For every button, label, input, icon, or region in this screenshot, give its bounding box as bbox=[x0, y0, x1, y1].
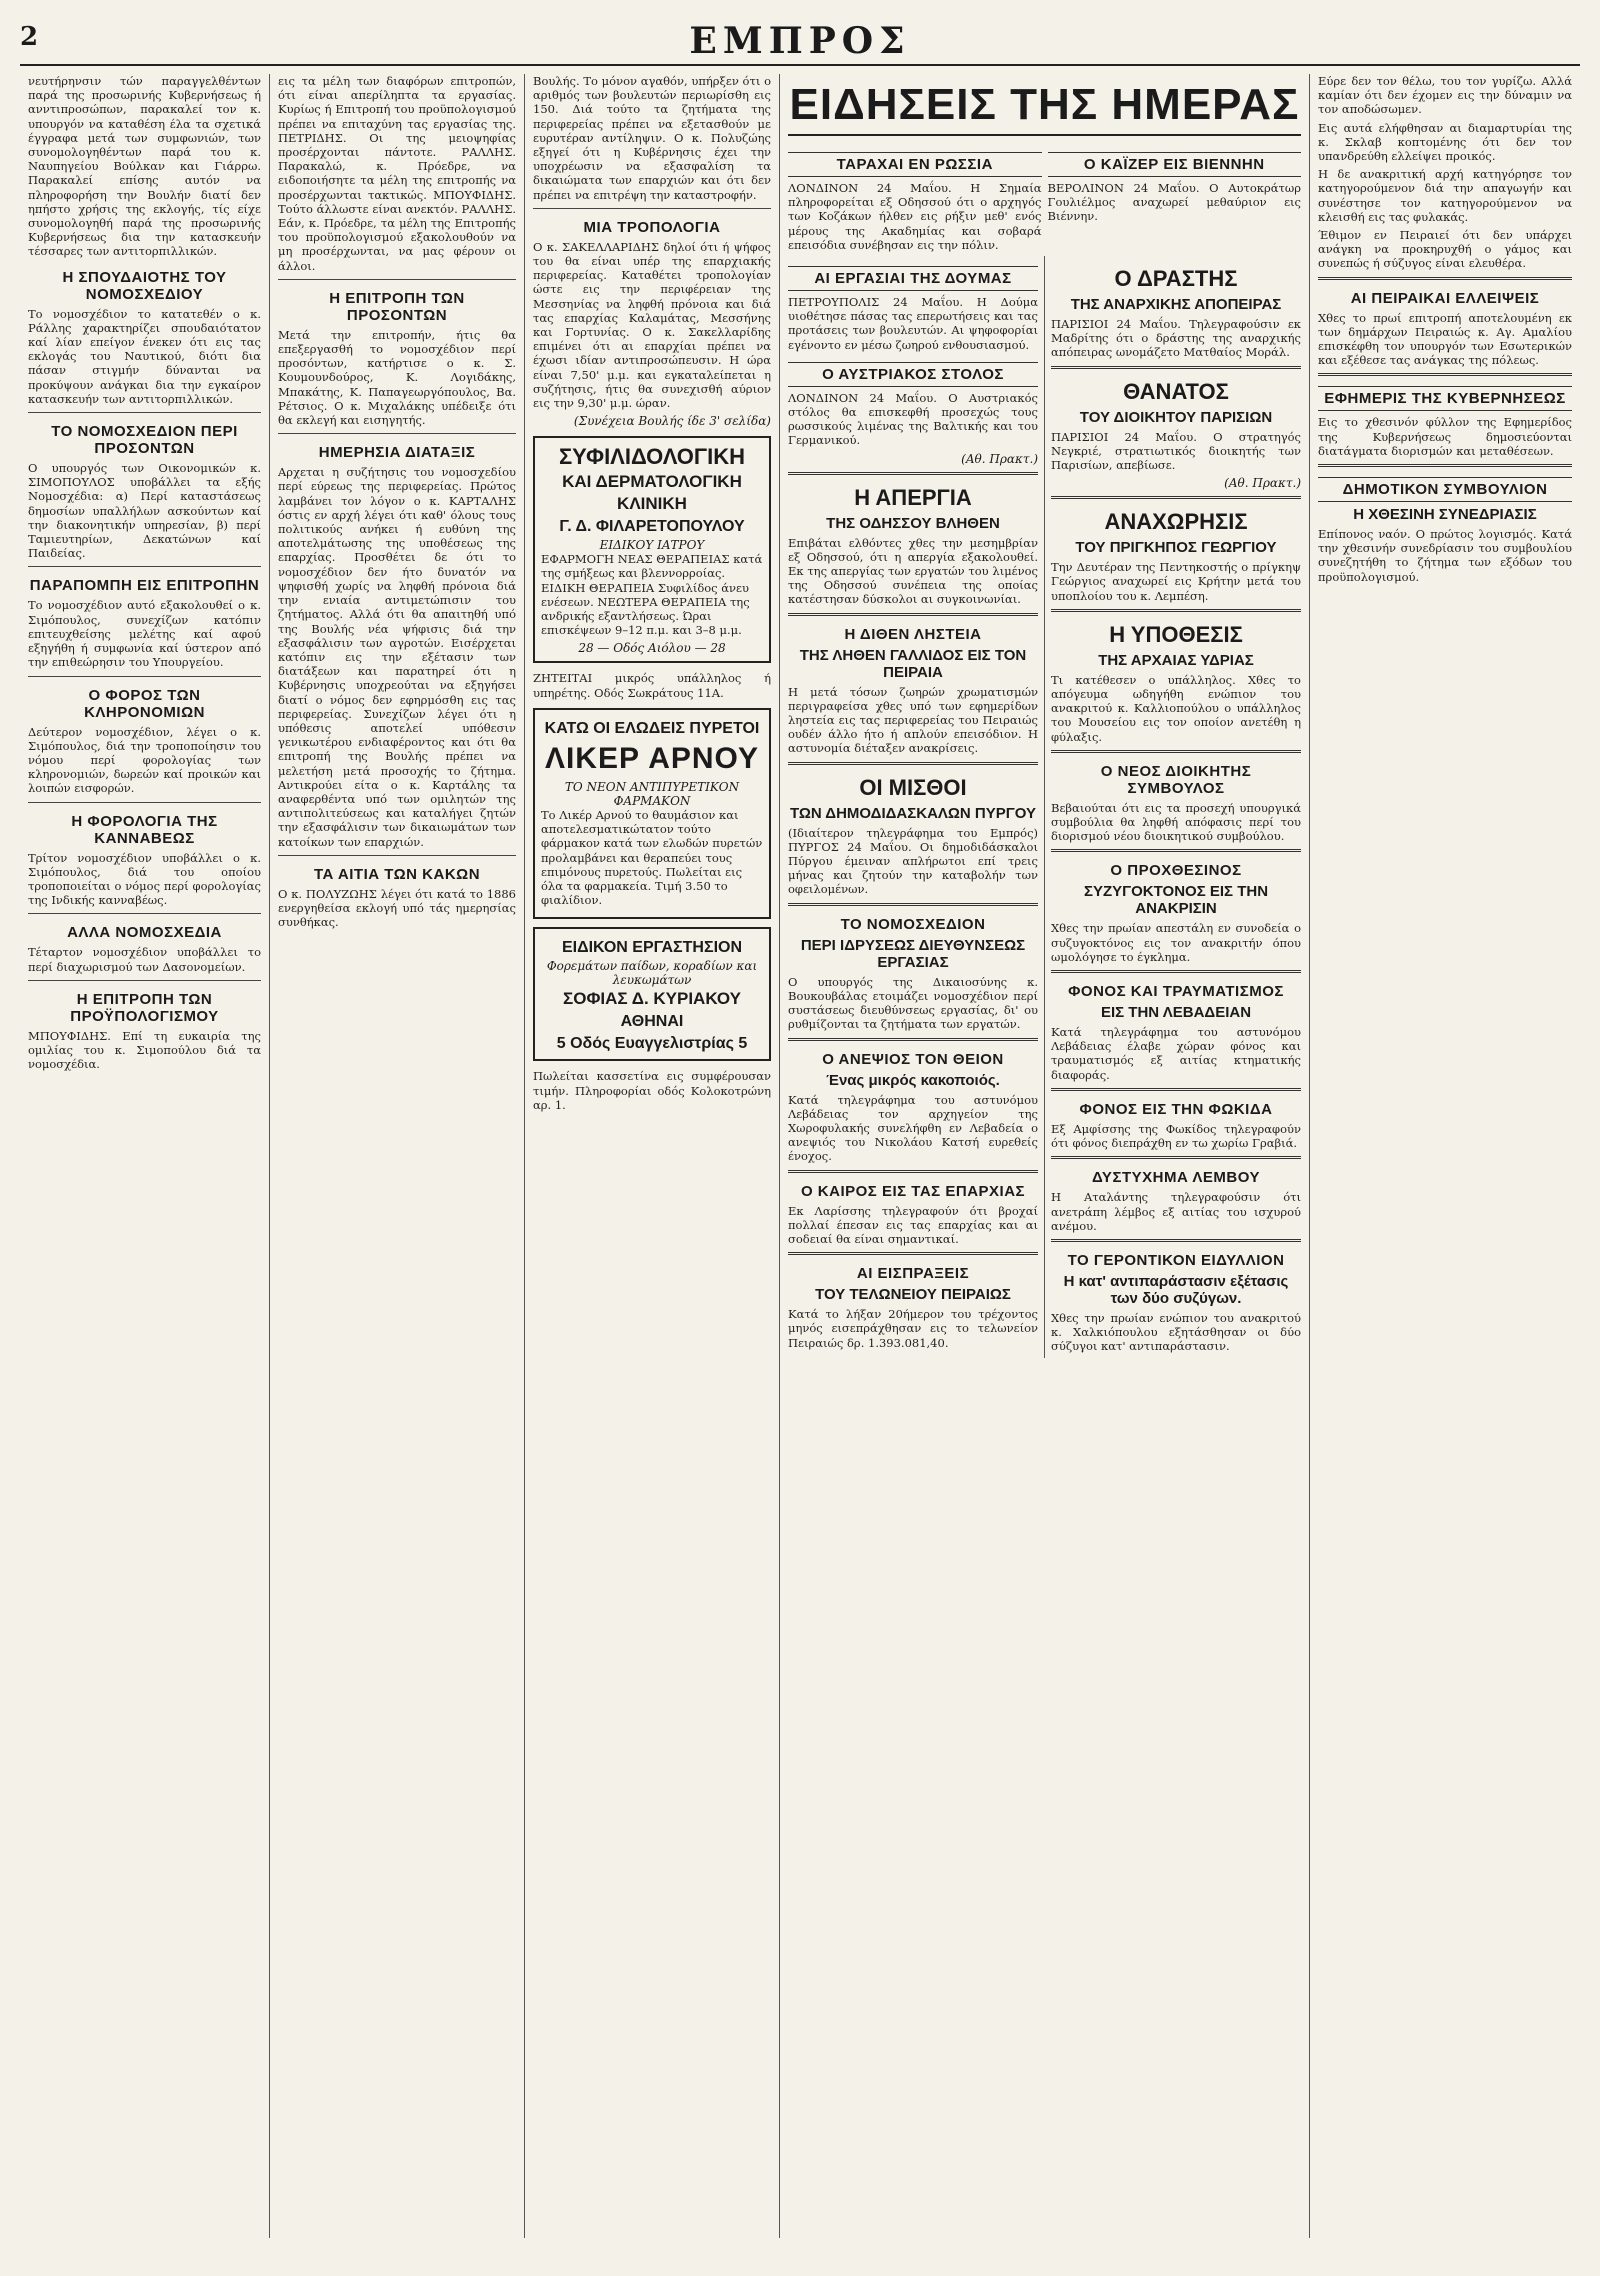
continuation-note: (Συνέχεια Βουλής ίδε 3' σελίδα) bbox=[573, 414, 771, 429]
divider bbox=[28, 412, 261, 413]
divider bbox=[788, 613, 1038, 616]
ad-subtitle: ΚΑΙ ΔΕΡΜΑΤΟΛΟΓΙΚΗ bbox=[562, 472, 742, 492]
headline: Ο ΔΡΑΣΤΗΣ bbox=[1114, 266, 1238, 292]
headline: Η ΕΠΙΤΡΟΠΗ ΤΩΝ ΠΡΟΣΟΝΤΩΝ bbox=[329, 289, 465, 324]
ad-title: ΣΥΦΙΛΙΔΟΛΟΓΙΚΗ bbox=[558, 444, 746, 470]
ad-role: ΕΙΔΙΚΟΥ ΙΑΤΡΟΥ bbox=[599, 538, 705, 553]
divider bbox=[278, 279, 516, 280]
headline: Ο ΚΑΪΖΕΡ ΕΙΣ ΒΙΕΝΝΗΝ bbox=[1048, 152, 1302, 177]
headline: Ο ΝΕΟΣ ΔΙΟΙΚΗΤΗΣ ΣΥΜΒΟΥΛΟΣ bbox=[1100, 762, 1252, 797]
newspaper-page bbox=[20, 18, 1580, 2238]
divider bbox=[1051, 366, 1301, 369]
headline: Ο ΑΥΣΤΡΙΑΚΟΣ ΣΤΟΛΟΣ bbox=[788, 362, 1038, 387]
article-text: Χθες το πρωί επιτροπή αποτελουμένη εκ των δημάρχων Πειραιώς κ. Αγ. Αμαλίου επισκέφθη τον υπουργόν των Εσωτερικών και εξέθεσε τας ανάγκας της πόλεως. bbox=[1318, 310, 1572, 368]
divider bbox=[1051, 609, 1301, 612]
article-text: εις τα μέλη των διαφόρων επιτροπών, ότι είναι απερίληπτα τα εργασίας. Κυρίως ή Επιτροπή του προϋπολογισμού πρέπει να επιταχύνη τας εργασίας της. ΠΕΤΡΙΔΗΣ. Οι της μειοψηφίας προσέρχονται πάντοτε. ΡΑΛΛΗΣ. Παρακαλώ, κ. Πρόεδρε, να ειδοποιήσητε τα μέλη της επιτροπής να προσέρχωνται τακτικώς. ΜΠΟΥΦΙΔΗΣ. Τούτο άλλωστε είναι ανεκτόν. ΡΑΛΛΗΣ. Εάν, κ. Πρόεδρε, τα μέλη της Επιτροπής του προϋπολογισμού εξακολουθούν να μη προσέρχωνται, να μας φέρουν οι άλλοι. bbox=[278, 74, 516, 273]
article-text: Τέταρτον νομοσχέδιον υποβάλλει το περί διαχωρισμού των Δασονομείων. bbox=[28, 945, 261, 974]
article-text: Το νομοσχέδιον αυτό εξακολουθεί ο κ. Σιμόπουλος, συνεχίζων κατόπιν επιτευχθείσης μελέτης καί αφού εξηγήθη ή συμφωνία καί ύστερον από την επιθεώρησιν του Υπουργείου. bbox=[28, 598, 261, 670]
ad-line: Φορεμάτων παίδων, κοραδίων και λευκωμάτων bbox=[546, 959, 758, 988]
subheadline: ΤΟΥ ΔΙΟΙΚΗΤΟΥ ΠΑΡΙΣΙΩΝ bbox=[1079, 408, 1273, 426]
classified-ad: Πωλείται κασσετίνα εις συμφέρουσαν τιμήν. Πληροφορίαι οδός Κολοκοτρώνη αρ. 1. bbox=[533, 1069, 771, 1112]
headline: Ο ΦΟΡΟΣ ΤΩΝ ΚΛΗΡΟΝΟΜΙΩΝ bbox=[84, 686, 205, 721]
headline: ΗΜΕΡΗΣΙΑ ΔΙΑΤΑΞΙΣ bbox=[318, 444, 476, 462]
article-text: Έθιμον εν Πειραιεί ότι δεν υπάρχει ανάγκη να προκηρυχθή ο γάμος και συνεπώς ή σύζυγος είναι ελευθέρα. bbox=[1318, 228, 1572, 271]
headline: Η ΥΠΟΘΕΣΙΣ bbox=[1109, 621, 1243, 647]
newspaper-name: ΕΜΠΡΟΣ bbox=[689, 20, 911, 62]
divider bbox=[28, 676, 261, 677]
article-text: Χθες την πρωίαν απεστάλη εν συνοδεία ο συζυγοκτόνος εις τον ανακριτήν όπου ωμολόγησε το έγκλημα. bbox=[1051, 921, 1301, 964]
article-text: Η μετά τόσων ζωηρών χρωματισμών περιγραφείσα χθες υπό των εφημερίδων ληστεία εις τας περιφερείας του Πειραιώς ουδέν άλλο ήτο ή απλούν επεισόδιον. Η αστυνομία διέταξεν ανακρίσεις. bbox=[788, 684, 1038, 756]
headline: ΤΟ ΝΟΜΟΣΧΕΔΙΟΝ ΠΕΡΙ ΠΡΟΣΟΝΤΩΝ bbox=[51, 423, 238, 458]
columns bbox=[20, 74, 1580, 2238]
headline: ΑΙ ΠΕΙΡΑΙΚΑΙ ΕΛΛΕΙΨΕΙΣ bbox=[1350, 289, 1540, 307]
ad-line: ΤΟ ΝΕΟΝ ΑΝΤΙΠΥΡΕΤΙΚΟΝ ΦΑΡΜΑΚΟΝ bbox=[564, 779, 740, 808]
article-text: Κατά τηλεγράφημα του αστυνόμου Λεβάδειας έλαβε χώραν φόνος και τραυματισμός εξ αιτίας κτηματικής διαφοράς. bbox=[1051, 1025, 1301, 1082]
column-6 bbox=[1310, 74, 1580, 2238]
ad-line: ΚΑΤΩ ΟΙ ΕΛΩΔΕΙΣ ΠΥΡΕΤΟΙ bbox=[544, 719, 760, 737]
section-banner: ΕΙΔΗΣΕΙΣ ΤΗΣ ΗΜΕΡΑΣ bbox=[788, 80, 1301, 136]
source-note: (Αθ. Πρακτ.) bbox=[1224, 476, 1301, 491]
article-text: Αρχεται η συζήτησις του νομοσχεδίου περί εύρεως της περιφερείας. Πρώτος λαμβάνει τον λόγον ο κ. ΚΑΡΤΑΛΗΣ όστις εν αρχή λέγει ότι καθ' όλους τους πολιτικούς ανήκει ή ευθύνη της αποτελμάτωσης της υποθέσεως της επαρχίας. Προσθέτει δε ότι το νομοσχέδιον δεν ήτο δυνατόν να ψηφισθή χωρίς να ληφθή πρόνοια διά την ενιαία αντιμετώπισιν του ζητήματος. Αλλά ότι θα απαιτηθή υπό της Βουλής νέα ψήφισις διά την εξασφάλισιν των αγροτών. Εισέρχεται κατόπιν εις την εξέτασιν των διατάξεων και παρατηρεί ότι η Κυβέρνησις υποχρεούται να εξηγήσει διατί ο νόμος δεν εφηρμόσθη εις τας περιφερείας. Συνεχίζων λέγει ότι η υπόθεσις αποτελεί υπόθεσιν γενικωτέρου ενδιαφέροντος και ότι θα επιτροπή της Βουλής πρέπει να μελετήση μετά προσοχής το ζήτημα. Αντικρούει είτα ο κ. Καρτάλης τα αναφερθέντα υπό των ομιλητών της αντιπολιτεύσεως και καταλήγει ζητών την εξασφάλισιν των δικαιωμάτων των κατοίκων των επαρχιών. bbox=[278, 465, 516, 849]
headline: ΦΟΝΟΣ ΕΙΣ ΤΗΝ ΦΩΚΙΔΑ bbox=[1079, 1100, 1273, 1118]
news-of-the-day bbox=[780, 74, 1310, 2238]
subheadline: ΤΗΣ ΑΡΧΑΙΑΣ ΥΔΡΙΑΣ bbox=[1098, 651, 1254, 669]
article-text: Μετά την επιτροπήν, ήτις θα επεξεργασθή το νομοσχέδιον περί προσόντων, κατήρτισε ο κ. Σ. Κουμουνδούρος, Κ. Λογιδάκης, Μπακάτης, Κ. Παπαγεωργόπουλος, Βα. Ρέτσιος. Ο κ. Μιχαλάκης υπέδειξε ότι θα εκλεγή και εισηγητής. bbox=[278, 327, 516, 428]
news-columns bbox=[788, 256, 1301, 1358]
divider bbox=[28, 913, 261, 914]
article-text: Επίπονος ναόν. Ο πρώτος λογισμός. Κατά την χθεσινήν συνεδρίασιν του συμβουλίου συνεζητήθη το ζήτημα των εξόδων του προϋπολογισμού. bbox=[1318, 527, 1572, 584]
ad-line: ΕΙΔΙΚΟΝ ΕΡΓΑΣΤΗΣΙΟΝ bbox=[561, 939, 743, 957]
article-text: ΛΟΝΔΙΝΟΝ 24 Μαΐου. Η Σημαία πληροφορείται εξ Οδησσού ότι ο αρχηγός των Κοζάκων ήλθεν εις ρήξιν μεθ' ενός μέρους της Ακαδημίας και σοβαρά επεισόδια συνέβησαν εις την πόλιν. bbox=[788, 181, 1042, 252]
subheadline: ΤΩΝ ΔΗΜΟΔΙΔΑΣΚΑΛΩΝ ΠΥΡΓΟΥ bbox=[789, 804, 1037, 822]
article-text: ΠΕΤΡΟΥΠΟΛΙΣ 24 Μαΐου. Η Δούμα υιοθέτησε πάσας τας επερωτήσεις και τας προτάσεις των βουλευτών. Αι ψηφοφορίαι εγένοντο εν μέσω ζωηρού ενθουσιασμού. bbox=[788, 295, 1038, 352]
divider bbox=[788, 1252, 1038, 1255]
ad-text: Το Λικέρ Αρνού το θαυμάσιον και αποτελεσματικώτατον τούτο φάρμακον κατά των ελωδών πυρετών προλαμβάνει και θεραπεύει τους επιμόνους πυρετούς. Πωλείται εις όλα τα φαρμακεία. Τιμή 3.50 το φιαλίδιον. bbox=[541, 807, 763, 908]
subheadline: ΤΗΣ ΛΗΘΕΝ ΓΑΛΛΙΔΟΣ ΕΙΣ ΤΟΝ ΠΕΙΡΑΙΑ bbox=[799, 646, 1027, 681]
divider bbox=[1051, 1088, 1301, 1091]
headline: Η ΕΠΙΤΡΟΠΗ ΤΩΝ ΠΡΟΫΠΟΛΟΓΙΣΜΟΥ bbox=[70, 990, 219, 1025]
clinic-advertisement bbox=[533, 436, 771, 663]
article-text: Ο υπουργός της Δικαιοσύνης κ. Βουκουβάλας ετοιμάζει νομοσχέδιον περί συστάσεως διευθύνσεως εργασίας, δι' ου ρυθμίζονται τα ζητήματα των εργατών. bbox=[788, 974, 1038, 1032]
article-text: Κατά τηλεγράφημα του αστυνόμου Λεβάδειας τον αρχηγείον της Χωροφυλακής συνελήφθη εν Λεβαδεία ο ανεψιός του Νικολάου Κατσή ευρεθείς ένοχος. bbox=[788, 1092, 1038, 1164]
headline: ΕΦΗΜΕΡΙΣ ΤΗΣ ΚΥΒΕΡΝΗΣΕΩΣ bbox=[1318, 386, 1572, 411]
subheadline: Ένας μικρός κακοποιός. bbox=[826, 1071, 1000, 1089]
news-item-left bbox=[788, 142, 1042, 256]
masthead bbox=[20, 18, 1580, 66]
headline: Η ΑΠΕΡΓΙΑ bbox=[854, 484, 972, 510]
divider bbox=[28, 802, 261, 803]
article-text: ΠΑΡΙΣΙΟΙ 24 Μαΐου. Τηλεγραφούσιν εκ Μαδρίτης ότι ο δράστης της αναρχικής απόπειρας ωνομάζετο Ματθαίος Μοράλ. bbox=[1051, 317, 1301, 360]
ad-city: ΑΘΗΝΑΙ bbox=[620, 1013, 684, 1031]
divider bbox=[788, 472, 1038, 475]
news-item-right bbox=[1048, 142, 1302, 256]
divider bbox=[278, 855, 516, 856]
headline: ΑΛΛΑ ΝΟΜΟΣΧΕΔΙΑ bbox=[67, 924, 222, 942]
article-text: Βουλής. Το μόνον αγαθόν, υπήρξεν ότι ο αριθμός των βουλευτών περιωρίσθη εις 150. Διά τούτο τα ζητήματα της περιφερείας πρέπει να εξετασθούν με ευρυτέραν αντίληψιν. Ο κ. Πολυζώης εξηγεί ότι η Κυβέρνησις έχει την υποχρέωσιν να εξασφαλίση τα δικαιώματα των επαρχιών και ότι δεν πρέπει να επιτρέψη την καταστροφήν. bbox=[533, 74, 771, 202]
divider bbox=[788, 1170, 1038, 1173]
headline: Η ΦΟΡΟΛΟΓΙΑ ΤΗΣ ΚΑΝΝΑΒΕΩΣ bbox=[71, 812, 218, 847]
divider bbox=[533, 208, 771, 209]
article-text: Την Δευτέραν της Πεντηκοστής ο πρίγκηψ Γεώργιος αναχωρεί εις Κρήτην μετά του υποπλοίου του κ. Λεμπέση. bbox=[1051, 560, 1301, 603]
article-text: ΠΑΡΙΣΙΟΙ 24 Μαΐου. Ο στρατηγός Νεγκριέ, στρατιωτικός διοικητής των Παρισίων, απεβίωσε. bbox=[1051, 429, 1301, 473]
ad-subtitle: ΚΛΙΝΙΚΗ bbox=[617, 494, 687, 514]
article-text: Ο κ. ΠΟΛΥΖΩΗΣ λέγει ότι κατά το 1886 ενεργηθείσα εκλογή υπό τάς ημερησίας συνθήκας. bbox=[278, 886, 516, 930]
ad-address: 28 — Οδός Αιόλου — 28 bbox=[578, 641, 726, 656]
article-text: νευτήρηνσιν τών παραγγελθέντων παρά της προσωρινής Κυβερνήσεως ή ανντιπροσώπων, παρακαλεί τον κ. υπουργόν να καταθέση έλα τα σχετικά έγγραφα μετά των συμφωνιών, των συνομολογηθέντων παρά του κ. Ναυπηγείου Βούλκαν και Γιάρρω. Παρακαλεί επίσης αυτόν να πληροφορήση την Βουλήν διατί δεν ηπήστο χρήσις της εκλογής, τίς είχε συνομολογηθή παρά της προσωρινής Κυβερνήσεως δια την κατασκευήν τέσσαρες των αντιτορπιλλικών. bbox=[28, 74, 261, 259]
subheadline: ΤΟΥ ΠΡΙΓΚΗΠΟΣ ΓΕΩΡΓΙΟΥ bbox=[1075, 539, 1277, 557]
subheadline: ΤΟΥ ΤΕΛΩΝΕΙΟΥ ΠΕΙΡΑΙΩΣ bbox=[815, 1286, 1011, 1304]
headline: ΟΙ ΜΙΣΘΟΙ bbox=[859, 774, 967, 800]
ad-text: ΕΦΑΡΜΟΓΗ ΝΕΑΣ ΘΕΡΑΠΕΙΑΣ κατά της σμήξεως και βλεννορροίας. ΕΙΔΙΚΗ ΘΕΡΑΠΕΙΑ Συφιλίδος άνευ ενέσεων. ΝΕΩΤΕΡΑ ΘΕΡΑΠΕΙΑ της ανδρικής εξαντλήσεως. Ώραι επισκέψεων 9–12 π.μ. και 3–8 μ.μ. bbox=[541, 552, 763, 638]
source-note: (Αθ. Πρακτ.) bbox=[961, 451, 1038, 466]
divider bbox=[1051, 1156, 1301, 1159]
headline: ΑΝΑΧΩΡΗΣΙΣ bbox=[1104, 509, 1248, 535]
article-text: Εις το χθεσινόν φύλλον της Εφημερίδος της Κυβερνήσεως δημοσιεύονται διατάγματα διορισμών και μεταθέσεων. bbox=[1318, 415, 1572, 458]
headline: Η ΔΙΘΕΝ ΛΗΣΤΕΙΑ bbox=[844, 625, 982, 643]
ad-product-name: ΛΙΚΕΡ ΑΡΝΟΥ bbox=[544, 741, 760, 775]
divider bbox=[1318, 464, 1572, 467]
ad-doctor-name: Γ. Δ. ΦΙΛΑΡΕΤΟΠΟΥΛΟΥ bbox=[559, 518, 745, 536]
headline: ΠΑΡΑΠΟΜΠΗ ΕΙΣ ΕΠΙΤΡΟΠΗΝ bbox=[29, 577, 260, 595]
article-text: ΜΠΟΥΦΙΔΗΣ. Επί τη ευκαιρία της ομιλίας του κ. Σιμοπούλου διά τα νομοσχέδια. bbox=[28, 1028, 261, 1072]
article-text: Εύρε δεν τον θέλω, του τον γυρίζω. Αλλά καμίαν ότι δεν έχομεν εις την δύναμιν να τον αποδώσωμεν. bbox=[1318, 74, 1572, 117]
subheadline: ΕΙΣ ΤΗΝ ΛΕΒΑΔΕΙΑΝ bbox=[1100, 1004, 1252, 1022]
column-1 bbox=[20, 74, 270, 2238]
divider bbox=[1051, 970, 1301, 973]
news-top-row bbox=[788, 142, 1301, 256]
divider bbox=[1318, 373, 1572, 376]
headline: Ο ΠΡΟΧΘΕΣΙΝΟΣ bbox=[1110, 862, 1242, 880]
subheadline: ΠΕΡΙ ΙΔΡΥΣΕΩΣ ΔΙΕΥΘΥΝΣΕΩΣ ΕΡΓΑΣΙΑΣ bbox=[800, 936, 1026, 971]
headline: Ο ΚΑΙΡΟΣ ΕΙΣ ΤΑΣ ΕΠΑΡΧΙΑΣ bbox=[800, 1182, 1026, 1200]
divider bbox=[1318, 277, 1572, 280]
classified-ad: ΖΗΤΕΙΤΑΙ μικρός υπάλληλος ή υπηρέτης. Οδός Σωκράτους 11Α. bbox=[533, 671, 771, 700]
subheadline: ΤΗΣ ΟΔΗΣΣΟΥ ΒΛΗΘΕΝ bbox=[826, 514, 1000, 532]
divider bbox=[788, 903, 1038, 906]
ad-address: 5 Οδός Ευαγγελιστρίας 5 bbox=[556, 1035, 748, 1053]
article-text: Ο κ. ΣΑΚΕΛΛΑΡΙΔΗΣ δηλοί ότι ή ψήφος του θα είναι υπέρ της επαρχιακής περιφερείας. Καταθέτει τροπολογίαν ώστε εις την περιφέρειαν της Μεσσηνίας να ληφθή πρόνοια και διά τας επαρχίας Καλαμάτας, Μεσσήνης και Γορτυνίας. Ο κ. Σακελλαρίδης επιμένει ότι αι επαρχίαι πρέπει να έχωσι ιδίαν αντιπροσώπευσιν. Η ώρα είναι 7,50' μ.μ. και εγκαταλείπεται η συζήτησις, ήτις θα συνεχισθή αύριον εις την 9,30' μ.μ. ώραν. bbox=[533, 239, 771, 411]
divider bbox=[1051, 1239, 1301, 1242]
article-text: Εκ Λαρίσσης τηλεγραφούν ότι βροχαί πολλαί έπεσαν εις τας επαρχίας και αι σοδειαί θα είναι σημαντικαί. bbox=[788, 1203, 1038, 1246]
article-text: Δεύτερον νομοσχέδιον, λέγει ο κ. Σιμόπουλος, διά την τροποποίησιν του νόμου περί φορολογίας των κληρονομιών, δωρεών καί προικών και λοιπών εισφορών. bbox=[28, 724, 261, 796]
headline: Ο ΑΝΕΨΙΟΣ ΤΟΝ ΘΕΙΟΝ bbox=[822, 1050, 1004, 1068]
subheadline: Η ΧΘΕΣΙΝΗ ΣΥΝΕΔΡΙΑΣΙΣ bbox=[1353, 506, 1537, 524]
article-text: ΒΕΡΟΛΙΝΟΝ 24 Μαΐου. Ο Αυτοκράτωρ Γουλιέλμος αναχωρεί μεθαύριον εις Βιέννην. bbox=[1047, 181, 1301, 224]
headline: ΤΟ ΝΟΜΟΣΧΕΔΙΟΝ bbox=[840, 915, 986, 933]
article-text: Η δε ανακριτική αρχή κατηγόρησε τον κατηγορούμενον διά την απαγωγήν και συνέστησε τον κατηγορούμενον να κλεισθή εις τας φυλακάς. bbox=[1318, 167, 1572, 224]
subheadline: ΤΗΣ ΑΝΑΡΧΙΚΗΣ ΑΠΟΠΕΙΡΑΣ bbox=[1070, 296, 1282, 314]
article-text: Βεβαιούται ότι εις τα προσεχή υπουργικά συμβούλια θα ληφθή απόφασις περί του διορισμού νέου διοικητικού συμβούλου. bbox=[1051, 800, 1301, 844]
article-text: Εις αυτά ελήφθησαν αι διαμαρτυρίαι της κ. Σκλαβ κοπτομένης ότι δεν τον υπανδρεύθη ελλείψει προικός. bbox=[1318, 120, 1572, 164]
article-text: ΛΟΝΔΙΝΟΝ 24 Μαΐου. Ο Αυστριακός στόλος θα επισκεφθή προσεχώς τους ρωσσικούς λιμένας της Βαλτικής και του Γερμανικού. bbox=[788, 390, 1038, 448]
column-2 bbox=[270, 74, 525, 2238]
headline: ΤΑ ΑΙΤΙΑ ΤΩΝ ΚΑΚΩΝ bbox=[313, 865, 481, 883]
column-4 bbox=[788, 256, 1045, 1358]
subheadline: Η κατ' αντιπαράστασιν εξέτασις των δύο συζύγων. bbox=[1063, 1272, 1289, 1307]
article-text: Τι κατέθεσεν ο υπάλληλος. Χθες το απόγευμα ωδηγήθη ενώπιον του ανακριτού κ. Καλλιοπούλου ο υπάλληλος του Μουσείου εις τον οποίον ανετέθη η φύλαξις. bbox=[1051, 672, 1301, 744]
headline: ΤΑΡΑΧΑΙ ΕΝ ΡΩΣΣΙΑ bbox=[788, 152, 1042, 177]
divider bbox=[28, 980, 261, 981]
headline: ΔΥΣΤΥΧΗΜΑ ΛΕΜΒΟΥ bbox=[1092, 1169, 1260, 1187]
headline: Η ΣΠΟΥΔΑΙΟΤΗΣ ΤΟΥ ΝΟΜΟΣΧΕΔΙΟΥ bbox=[62, 268, 227, 303]
headline: ΤΟ ΓΕΡΟΝΤΙΚΟΝ ΕΙΔΥΛΛΙΟΝ bbox=[1067, 1251, 1285, 1269]
divider bbox=[1051, 496, 1301, 499]
headline: ΔΗΜΟΤΙΚΟΝ ΣΥΜΒΟΥΛΙΟΝ bbox=[1318, 477, 1572, 502]
divider bbox=[1051, 750, 1301, 753]
headline: ΑΙ ΕΡΓΑΣΙΑΙ ΤΗΣ ΔΟΥΜΑΣ bbox=[788, 266, 1038, 291]
article-text: Η Αταλάντης τηλεγραφούσιν ότι ανετράπη λέμβος εξ αιτίας του ισχυρού ανέμου. bbox=[1051, 1190, 1301, 1233]
divider bbox=[278, 433, 516, 434]
article-text: Τρίτον νομοσχέδιον υποβάλλει ο κ. Σιμόπουλος, διά του οποίου τροποποιείται ο νόμος περί φορολογίας της Ινδικής κανναβέως. bbox=[28, 850, 261, 908]
divider bbox=[788, 762, 1038, 765]
liqueur-advertisement bbox=[533, 708, 771, 919]
headline: ΘΑΝΑΤΟΣ bbox=[1123, 378, 1229, 404]
article-text: Επιβάται ελθόντες χθες την μεσημβρίαν εξ Οδησσού, ότι η απεργία εξακολουθεί. Εκ της απεργίας των εργατών του λιμένος της Οδησσού συνέπεια της οποίας κατέστησαν δύσκολοι αι συγκοινωνίαι. bbox=[788, 535, 1038, 607]
article-text: Ο υπουργός των Οικονομικών κ. ΣΙΜΟΠΟΥΛΟΣ υποβάλλει τα εξής Νομοσχέδια: α) Περί καταστάσεως δημοσίων υπαλλήλων ασκούντων καί την διακονητικήν υπηρεσίαν, β) περί Ταμιευτηρίων, Δεκατώνων καί Παιδείας. bbox=[28, 461, 261, 561]
article-text: Εξ Αμφίσσης της Φωκίδος τηλεγραφούν ότι φόνος διεπράχθη εν τω χωρίω Γραβιά. bbox=[1051, 1121, 1301, 1151]
divider bbox=[28, 566, 261, 567]
headline: ΑΙ ΕΙΣΠΡΑΞΕΙΣ bbox=[856, 1265, 970, 1283]
ad-owner-name: ΣΟΦΙΑΣ Δ. ΚΥΡΙΑΚΟΥ bbox=[563, 989, 741, 1009]
column-3 bbox=[525, 74, 780, 2238]
page-number: 2 bbox=[20, 22, 39, 52]
divider bbox=[1051, 849, 1301, 852]
headline: ΜΙΑ ΤΡΟΠΟΛΟΓΙΑ bbox=[583, 218, 721, 236]
subheadline: ΣΥΖΥΓΟΚΤΟΝΟΣ ΕΙΣ ΤΗΝ ΑΝΑΚΡΙΣΙΝ bbox=[1083, 883, 1269, 918]
article-text: Κατά το λήξαν 20ήμερον του τρέχοντος μηνός εισεπράχθησαν εις το τελωνείον Πειραιώς δρ. 1.393.081,40. bbox=[788, 1307, 1038, 1350]
article-text: (Ιδιαίτερον τηλεγράφημα του Εμπρός) ΠΥΡΓΟΣ 24 Μαΐου. Οι δημοδιδάσκαλοι Πύργου έμειναν απλήρωτοι επί τρεις μήνας και ζητούν την καταβολήν των οφειλομένων. bbox=[788, 825, 1038, 897]
column-5 bbox=[1051, 256, 1301, 1358]
divider bbox=[788, 1038, 1038, 1041]
article-text: Χθες την πρωίαν ενώπιον του ανακριτού κ. Χαλκιόπουλου εξητάσθησαν οι δύο σύζυγοι κατ' αντιπαράστασιν. bbox=[1051, 1310, 1301, 1354]
workshop-advertisement bbox=[533, 927, 771, 1061]
headline: ΦΟΝΟΣ ΚΑΙ ΤΡΑΥΜΑΤΙΣΜΟΣ bbox=[1068, 983, 1284, 1001]
article-text: Το νομοσχέδιον το κατατεθέν ο κ. Ράλλης χαρακτηρίζει σπουδαιότατον καί λίαν επείγον ένεκεν ότι εις τας εκλογάς του Ναυτικού, διότι δια πάσαν στιγμήν δύνανται να προκύψουν ανάγκαι δια την εγκαίρον κατασκευήν των αντιτορπιλλικών. bbox=[28, 306, 261, 406]
